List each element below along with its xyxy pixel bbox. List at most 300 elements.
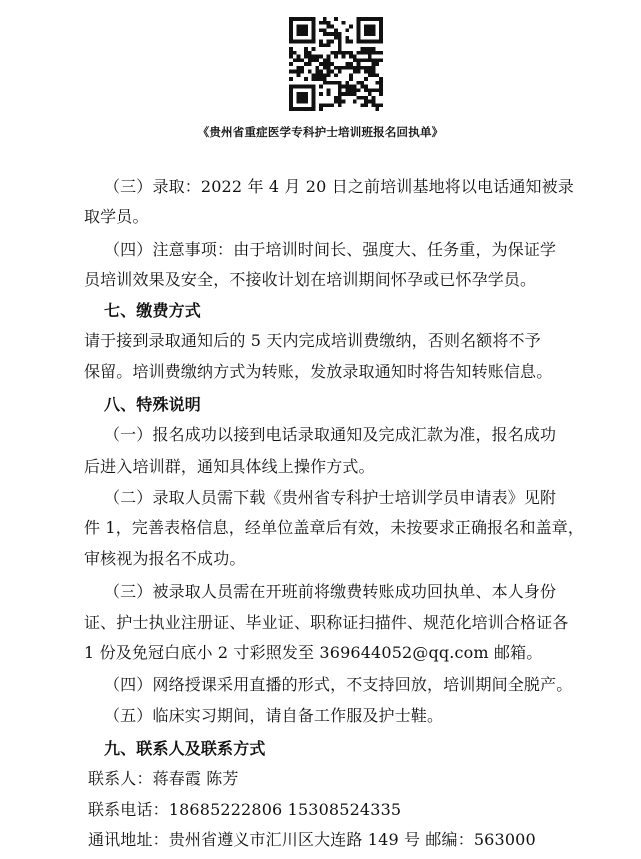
qr-module xyxy=(300,40,304,44)
qr-module xyxy=(327,70,331,74)
qr-module xyxy=(334,55,338,59)
qr-module xyxy=(353,92,357,96)
qr-module xyxy=(323,43,327,47)
qr-module xyxy=(289,55,293,59)
special-item-4: （四）网络授课采用直播的形式，不支持回放，培训期间全脱产。 xyxy=(104,675,573,694)
qr-module xyxy=(364,77,368,81)
qr-module xyxy=(349,25,353,29)
qr-module xyxy=(379,32,383,36)
qr-module xyxy=(293,85,297,89)
qr-module xyxy=(349,77,353,81)
qr-module xyxy=(300,66,304,70)
qr-module xyxy=(323,21,327,25)
contact-address: 通讯地址：贵州省遵义市汇川区大连路 149 号 邮编：563000 xyxy=(88,830,536,849)
qr-module xyxy=(342,21,346,25)
qr-module xyxy=(364,32,368,36)
qr-module xyxy=(327,73,331,77)
contact-persons: 联系人：蒋春霞 陈芳 xyxy=(88,769,239,788)
qr-module xyxy=(342,66,346,70)
qr-module xyxy=(368,17,372,21)
qr-module xyxy=(289,92,293,96)
qr-module xyxy=(360,40,364,44)
qr-module xyxy=(304,96,308,100)
qr-module xyxy=(368,51,372,55)
qr-module xyxy=(289,88,293,92)
qr-module xyxy=(308,55,312,59)
qr-module xyxy=(338,43,342,47)
special-item-2-cont: 件 1，完善表格信息，经单位盖章后有效，未按要求正确报名和盖章， xyxy=(84,518,585,537)
admission-paragraph-cont: 取学员。 xyxy=(84,207,149,226)
qr-module xyxy=(338,81,342,85)
qr-module xyxy=(297,40,301,44)
qr-module xyxy=(315,70,319,74)
qr-module xyxy=(372,51,376,55)
qr-module xyxy=(300,107,304,111)
qr-module xyxy=(338,66,342,70)
qr-module xyxy=(308,40,312,44)
qr-module xyxy=(357,21,361,25)
qr-module xyxy=(349,62,353,66)
qr-module xyxy=(364,40,368,44)
qr-module xyxy=(372,96,376,100)
qr-module xyxy=(289,100,293,104)
qr-module xyxy=(312,77,316,81)
qr-module xyxy=(364,66,368,70)
qr-module xyxy=(372,88,376,92)
qr-module xyxy=(353,66,357,70)
qr-module xyxy=(319,43,323,47)
qr-module xyxy=(289,25,293,29)
qr-module xyxy=(353,100,357,104)
qr-module xyxy=(338,92,342,96)
qr-module xyxy=(289,62,293,66)
notice-paragraph: （四）注意事项：由于培训时间长、强度大、任务重，为保证学 xyxy=(104,240,557,259)
qr-module xyxy=(357,32,361,36)
qr-module xyxy=(338,88,342,92)
qr-module xyxy=(289,85,293,89)
qr-module xyxy=(372,66,376,70)
qr-module xyxy=(300,32,304,36)
qr-module xyxy=(338,96,342,100)
qr-module xyxy=(297,100,301,104)
qr-module xyxy=(334,66,338,70)
qr-module xyxy=(357,66,361,70)
qr-module xyxy=(323,103,327,107)
qr-module xyxy=(323,77,327,81)
qr-module xyxy=(364,58,368,62)
qr-module xyxy=(345,40,349,44)
qr-module xyxy=(323,28,327,32)
qr-module xyxy=(375,51,379,55)
qr-module xyxy=(379,36,383,40)
qr-module xyxy=(315,55,319,59)
qr-module xyxy=(300,96,304,100)
qr-module xyxy=(330,51,334,55)
qr-module xyxy=(297,32,301,36)
qr-module xyxy=(293,58,297,62)
qr-module xyxy=(345,28,349,32)
qr-module xyxy=(300,92,304,96)
qr-module xyxy=(375,17,379,21)
qr-module xyxy=(300,70,304,74)
qr-module xyxy=(304,100,308,104)
qr-module xyxy=(349,88,353,92)
qr-module xyxy=(375,88,379,92)
qr-module xyxy=(338,40,342,44)
notice-paragraph-cont: 员培训效果及安全，不接收计划在培训期间怀孕或已怀孕学员。 xyxy=(84,270,537,289)
qr-module xyxy=(375,103,379,107)
qr-module xyxy=(375,40,379,44)
qr-module xyxy=(319,77,323,81)
qr-module xyxy=(315,77,319,81)
qr-module xyxy=(360,103,364,107)
qr-module xyxy=(349,51,353,55)
qr-module xyxy=(293,40,297,44)
qr-module xyxy=(357,96,361,100)
qr-module xyxy=(360,85,364,89)
qr-module xyxy=(312,100,316,104)
qr-module xyxy=(342,100,346,104)
qr-module xyxy=(312,40,316,44)
qr-module xyxy=(364,103,368,107)
qr-module xyxy=(379,25,383,29)
qr-module xyxy=(315,66,319,70)
qr-module xyxy=(353,85,357,89)
qr-module xyxy=(357,88,361,92)
qr-module xyxy=(368,70,372,74)
qr-module xyxy=(349,40,353,44)
section-heading-payment: 七、缴费方式 xyxy=(104,301,201,320)
qr-module xyxy=(345,62,349,66)
qr-module xyxy=(312,28,316,32)
qr-module xyxy=(330,40,334,44)
qr-module xyxy=(319,40,323,44)
qr-module xyxy=(372,100,376,104)
qr-module xyxy=(364,88,368,92)
qr-module xyxy=(364,28,368,32)
qr-module xyxy=(330,103,334,107)
qr-module xyxy=(323,73,327,77)
qr-module xyxy=(345,81,349,85)
qr-module xyxy=(289,28,293,32)
qr-module xyxy=(368,47,372,51)
qr-module xyxy=(315,73,319,77)
qr-module xyxy=(368,28,372,32)
qr-module xyxy=(379,28,383,32)
qr-module xyxy=(319,92,323,96)
qr-module xyxy=(312,103,316,107)
qr-module xyxy=(323,81,327,85)
qr-module xyxy=(300,17,304,21)
special-item-2: （二）录取人员需下载《贵州省专科护士培训学员申请表》见附 xyxy=(104,488,557,507)
qr-module xyxy=(304,107,308,111)
qr-module xyxy=(319,28,323,32)
qr-module xyxy=(372,73,376,77)
qr-module xyxy=(293,70,297,74)
qr-module xyxy=(323,62,327,66)
qr-module xyxy=(368,32,372,36)
qr-module xyxy=(304,62,308,66)
qr-module xyxy=(334,28,338,32)
qr-module xyxy=(319,73,323,77)
qr-module xyxy=(349,85,353,89)
qr-module xyxy=(293,17,297,21)
qr-module xyxy=(379,85,383,89)
qr-module xyxy=(319,62,323,66)
qr-module xyxy=(375,58,379,62)
qr-module xyxy=(357,70,361,74)
special-item-2-cont2: 审核视为报名不成功。 xyxy=(84,549,246,568)
qr-module xyxy=(289,107,293,111)
qr-module xyxy=(368,55,372,59)
qr-module xyxy=(334,100,338,104)
qr-module xyxy=(319,107,323,111)
qr-module xyxy=(342,51,346,55)
qr-module xyxy=(334,36,338,40)
qr-module xyxy=(357,36,361,40)
qr-module xyxy=(297,58,301,62)
qr-module xyxy=(368,25,372,29)
qr-module xyxy=(372,25,376,29)
qr-module xyxy=(368,40,372,44)
qr-module xyxy=(334,32,338,36)
qr-module xyxy=(364,47,368,51)
qr-module xyxy=(372,17,376,21)
qr-module xyxy=(323,17,327,21)
qr-module xyxy=(338,47,342,51)
qr-module xyxy=(300,28,304,32)
qr-module xyxy=(345,88,349,92)
qr-module xyxy=(345,66,349,70)
qr-module xyxy=(308,85,312,89)
qr-module xyxy=(289,36,293,40)
special-item-3-cont: 证、护士执业注册证、毕业证、职称证扫描件、规范化培训合格证各 xyxy=(84,613,569,632)
qr-module xyxy=(372,103,376,107)
qr-module xyxy=(375,62,379,66)
qr-module xyxy=(297,25,301,29)
qr-module xyxy=(338,32,342,36)
qr-module xyxy=(338,100,342,104)
qr-module xyxy=(334,51,338,55)
qr-module xyxy=(297,70,301,74)
qr-module xyxy=(368,100,372,104)
qr-module xyxy=(297,85,301,89)
qr-module xyxy=(364,25,368,29)
qr-module xyxy=(289,77,293,81)
qr-module xyxy=(360,47,364,51)
qr-module xyxy=(304,51,308,55)
qr-module xyxy=(319,103,323,107)
qr-module xyxy=(312,21,316,25)
qr-module xyxy=(360,17,364,21)
qr-module xyxy=(357,62,361,66)
qr-module xyxy=(368,66,372,70)
qr-module xyxy=(360,81,364,85)
qr-module xyxy=(342,55,346,59)
qr-module xyxy=(357,40,361,44)
qr-module xyxy=(368,92,372,96)
qr-module xyxy=(334,17,338,21)
qr-module xyxy=(379,51,383,55)
qr-module xyxy=(300,25,304,29)
qr-module xyxy=(372,40,376,44)
qr-module xyxy=(315,58,319,62)
qr-module xyxy=(357,81,361,85)
qr-module xyxy=(338,36,342,40)
qr-module xyxy=(323,58,327,62)
qr-module xyxy=(289,70,293,74)
qr-module xyxy=(379,40,383,44)
payment-paragraph-cont: 保留。培训费缴纳方式为转账，发放录取通知时将告知转账信息。 xyxy=(84,362,553,381)
qr-module xyxy=(312,47,316,51)
qr-module xyxy=(327,58,331,62)
qr-module xyxy=(327,88,331,92)
qr-module xyxy=(372,58,376,62)
special-item-5: （五）临床实习期间，请自备工作服及护士鞋。 xyxy=(104,706,444,725)
qr-module xyxy=(330,81,334,85)
qr-module xyxy=(323,32,327,36)
qr-module xyxy=(345,36,349,40)
qr-module xyxy=(379,81,383,85)
qr-module xyxy=(330,62,334,66)
contact-phones: 联系电话：18685222806 15308524335 xyxy=(88,800,402,819)
qr-module xyxy=(293,51,297,55)
qr-module xyxy=(319,21,323,25)
qr-module xyxy=(297,55,301,59)
qr-module xyxy=(289,21,293,25)
qr-module xyxy=(338,85,342,89)
qr-module xyxy=(327,62,331,66)
qr-module xyxy=(334,81,338,85)
qr-module xyxy=(327,43,331,47)
qr-module xyxy=(312,88,316,92)
qr-module xyxy=(364,100,368,104)
qr-code xyxy=(289,17,383,111)
qr-module xyxy=(304,28,308,32)
qr-module xyxy=(368,73,372,77)
qr-module xyxy=(327,92,331,96)
qr-module xyxy=(304,47,308,51)
qr-module xyxy=(357,17,361,21)
section-heading-contact: 九、联系人及联系方式 xyxy=(104,739,266,758)
qr-module xyxy=(312,85,316,89)
special-item-1-cont: 后进入培训群，通知具体线上操作方式。 xyxy=(84,457,375,476)
qr-module xyxy=(357,25,361,29)
qr-module xyxy=(319,85,323,89)
qr-module xyxy=(304,85,308,89)
qr-module xyxy=(357,51,361,55)
qr-module xyxy=(330,70,334,74)
form-title: 《贵州省重症医学专科护士培训班报名回执单》 xyxy=(197,125,444,139)
qr-module xyxy=(308,62,312,66)
qr-module xyxy=(308,107,312,111)
qr-module xyxy=(304,17,308,21)
qr-module xyxy=(360,58,364,62)
qr-module xyxy=(342,85,346,89)
qr-module xyxy=(300,85,304,89)
qr-module xyxy=(375,107,379,111)
qr-module xyxy=(379,21,383,25)
qr-module xyxy=(345,51,349,55)
qr-module xyxy=(319,70,323,74)
qr-module xyxy=(375,81,379,85)
qr-module xyxy=(289,51,293,55)
qr-module xyxy=(357,58,361,62)
qr-module xyxy=(353,88,357,92)
qr-module xyxy=(289,32,293,36)
qr-module xyxy=(312,36,316,40)
qr-module xyxy=(349,73,353,77)
qr-module xyxy=(345,85,349,89)
qr-module xyxy=(308,17,312,21)
qr-module xyxy=(353,70,357,74)
qr-module xyxy=(364,51,368,55)
qr-module xyxy=(372,32,376,36)
qr-module xyxy=(323,66,327,70)
qr-module xyxy=(379,77,383,81)
qr-module xyxy=(304,32,308,36)
qr-module xyxy=(327,32,331,36)
qr-module xyxy=(289,103,293,107)
qr-module xyxy=(300,58,304,62)
qr-module xyxy=(330,32,334,36)
qr-module xyxy=(312,25,316,29)
qr-module xyxy=(300,100,304,104)
qr-module xyxy=(330,25,334,29)
qr-module xyxy=(360,96,364,100)
qr-module xyxy=(372,47,376,51)
qr-module xyxy=(372,70,376,74)
qr-module xyxy=(364,70,368,74)
qr-module xyxy=(297,107,301,111)
qr-module xyxy=(360,66,364,70)
qr-module xyxy=(319,55,323,59)
qr-module xyxy=(297,73,301,77)
special-item-1: （一）报名成功以接到电话录取通知及完成汇款为准，报名成功 xyxy=(104,425,557,444)
qr-module xyxy=(338,103,342,107)
special-item-3-cont2: 1 份及免冠白底小 2 寸彩照发至 369644052@qq.com 邮箱。 xyxy=(84,643,543,662)
qr-module xyxy=(297,66,301,70)
qr-module xyxy=(308,70,312,74)
qr-module xyxy=(312,17,316,21)
qr-module xyxy=(289,96,293,100)
qr-module xyxy=(379,88,383,92)
qr-module xyxy=(379,17,383,21)
qr-module xyxy=(293,107,297,111)
qr-module xyxy=(357,28,361,32)
qr-module xyxy=(342,92,346,96)
qr-module xyxy=(353,58,357,62)
qr-module xyxy=(327,55,331,59)
qr-module xyxy=(349,92,353,96)
qr-module xyxy=(364,96,368,100)
qr-module xyxy=(368,88,372,92)
section-heading-special: 八、特殊说明 xyxy=(104,395,201,414)
qr-module xyxy=(304,92,308,96)
qr-module xyxy=(312,58,316,62)
qr-module xyxy=(327,81,331,85)
qr-module xyxy=(312,73,316,77)
qr-module xyxy=(304,55,308,59)
qr-module xyxy=(334,96,338,100)
qr-module xyxy=(327,103,331,107)
qr-module xyxy=(312,55,316,59)
qr-module xyxy=(308,58,312,62)
qr-module xyxy=(364,17,368,21)
qr-module xyxy=(379,58,383,62)
qr-module xyxy=(327,21,331,25)
qr-module xyxy=(372,28,376,32)
